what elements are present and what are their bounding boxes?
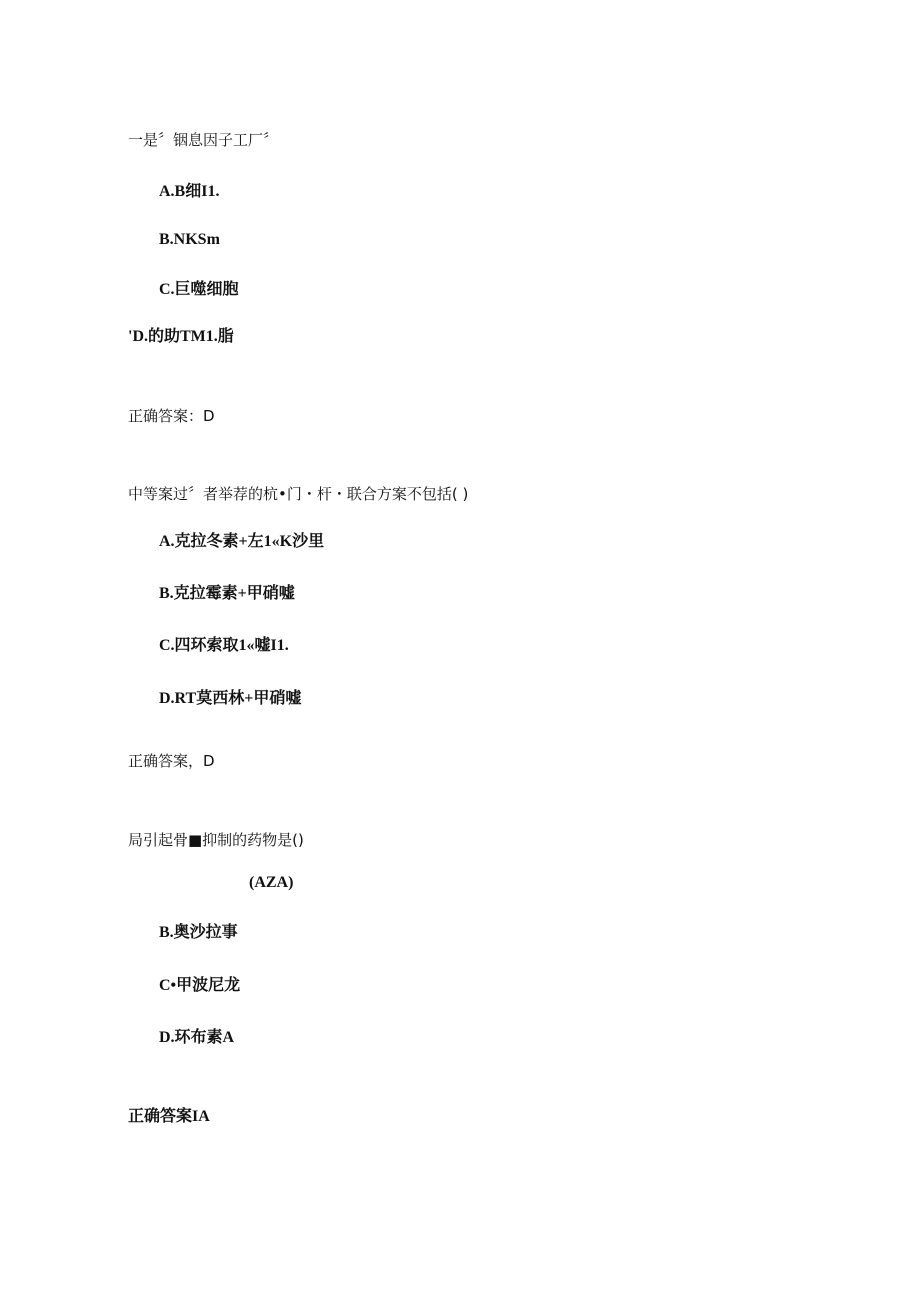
question-2-option-a: A.克拉冬素+左1«K沙里 (159, 533, 325, 550)
question-3-option-d: D.环布素A (159, 1029, 235, 1046)
question-3-stem: 局引起骨■抑制的药物是() (128, 831, 304, 849)
question-1-option-a: A.B细I1. (159, 183, 220, 200)
question-2-option-d: D.RT莫西林+甲硝嘘 (159, 690, 302, 707)
question-2-option-c: C.四环索取1«嘘I1. (159, 637, 289, 654)
question-1-option-b: B.NKSm (159, 231, 220, 248)
question-3-option-c: C•甲波尼龙 (159, 977, 241, 994)
question-3-option-b: B.奥沙拉事 (159, 924, 238, 941)
question-3-option-a: (AZA) (249, 874, 294, 891)
question-2-stem: 中等案过〞者举荐的杭•门・杆・联合方案不包括( ) (128, 485, 469, 503)
question-2-option-b: B.克拉霉素+甲硝嘘 (159, 585, 295, 602)
question-1-stem: 一是〞铟息因子工厂〞 (128, 131, 279, 149)
question-1-option-d: 'D.的助TM1.脂 (128, 328, 234, 345)
question-1-answer: 正确答案：D (128, 407, 215, 425)
question-2-answer: 正确答案，D (128, 752, 215, 770)
question-1-option-c: C.巨噬细胞 (159, 281, 239, 298)
question-3-answer: 正确答案IA (128, 1108, 210, 1125)
